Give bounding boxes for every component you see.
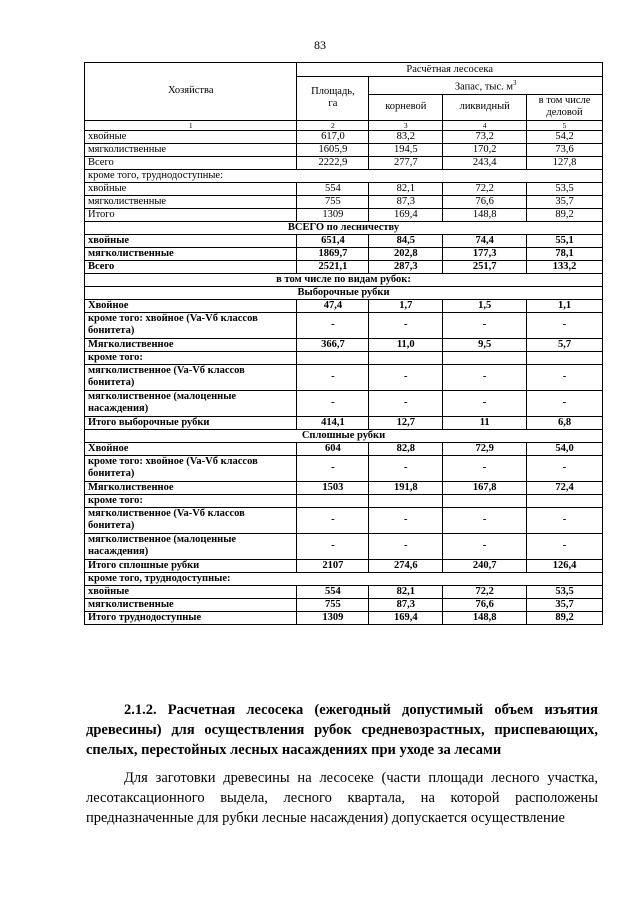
column-number: 3 bbox=[369, 120, 443, 130]
value-cell: - bbox=[527, 312, 603, 338]
value-cell: 2107 bbox=[297, 559, 369, 572]
value-cell: 243,4 bbox=[443, 156, 527, 169]
value-cell: - bbox=[443, 364, 527, 390]
value-cell: 78,1 bbox=[527, 247, 603, 260]
table-row bbox=[85, 208, 603, 221]
value-cell: - bbox=[369, 455, 443, 481]
row-label-cell: Итого bbox=[85, 208, 297, 221]
value-cell bbox=[443, 494, 527, 507]
value-cell: 9,5 bbox=[443, 338, 527, 351]
value-cell: 11,0 bbox=[369, 338, 443, 351]
value-cell bbox=[297, 351, 369, 364]
value-cell: 87,3 bbox=[369, 195, 443, 208]
value-cell: - bbox=[297, 312, 369, 338]
value-cell: 170,2 bbox=[443, 143, 527, 156]
value-cell: 554 bbox=[297, 585, 369, 598]
row-label-cell: хвойные bbox=[85, 234, 297, 247]
value-cell: 240,7 bbox=[443, 559, 527, 572]
value-cell: 76,6 bbox=[443, 195, 527, 208]
value-cell: 202,8 bbox=[369, 247, 443, 260]
value-cell: 169,4 bbox=[369, 611, 443, 624]
value-cell: 72,4 bbox=[527, 481, 603, 494]
table-row bbox=[85, 416, 603, 429]
value-cell bbox=[297, 494, 369, 507]
value-cell: - bbox=[297, 507, 369, 533]
value-cell: 35,7 bbox=[527, 598, 603, 611]
value-cell: - bbox=[527, 507, 603, 533]
section-label: кроме того, труднодоступные: bbox=[85, 572, 603, 585]
value-cell: 87,3 bbox=[369, 598, 443, 611]
value-cell: 251,7 bbox=[443, 260, 527, 273]
value-cell: 12,7 bbox=[369, 416, 443, 429]
value-cell: 82,1 bbox=[369, 182, 443, 195]
table-row bbox=[85, 598, 603, 611]
value-cell: - bbox=[369, 507, 443, 533]
value-cell bbox=[369, 494, 443, 507]
row-label-cell: Итого сплошные рубки bbox=[85, 559, 297, 572]
table-row bbox=[85, 156, 603, 169]
value-cell: - bbox=[369, 364, 443, 390]
value-cell: 73,6 bbox=[527, 143, 603, 156]
value-cell: 11 bbox=[443, 416, 527, 429]
value-cell: 74,4 bbox=[443, 234, 527, 247]
value-cell: - bbox=[369, 312, 443, 338]
value-cell: 35,7 bbox=[527, 195, 603, 208]
row-label-cell: Всего bbox=[85, 156, 297, 169]
value-cell: 1309 bbox=[297, 611, 369, 624]
section-label: в том числе по видам рубок: bbox=[85, 273, 603, 286]
row-label-cell: хвойные bbox=[85, 130, 297, 143]
value-cell: 148,8 bbox=[443, 208, 527, 221]
header-farm: Хозяйства bbox=[85, 63, 297, 121]
value-cell: 148,8 bbox=[443, 611, 527, 624]
value-cell: 72,2 bbox=[443, 585, 527, 598]
value-cell: 73,2 bbox=[443, 130, 527, 143]
value-cell: 47,4 bbox=[297, 299, 369, 312]
table-row bbox=[85, 338, 603, 351]
row-label-cell: хвойные bbox=[85, 585, 297, 598]
table-row bbox=[85, 494, 603, 507]
value-cell: 191,8 bbox=[369, 481, 443, 494]
value-cell: 83,2 bbox=[369, 130, 443, 143]
value-cell: 133,2 bbox=[527, 260, 603, 273]
value-cell: 72,2 bbox=[443, 182, 527, 195]
header-stock bbox=[369, 77, 603, 95]
header-area-label: Площадь, bbox=[311, 86, 355, 98]
table-row bbox=[85, 559, 603, 572]
value-cell: 1503 bbox=[297, 481, 369, 494]
value-cell: 651,4 bbox=[297, 234, 369, 247]
row-label-cell: мягколиственное (малоценные насаждения) bbox=[85, 533, 297, 559]
value-cell: 604 bbox=[297, 442, 369, 455]
row-label-cell: мягколиственные bbox=[85, 195, 297, 208]
value-cell bbox=[443, 351, 527, 364]
section-heading: 2.1.2. Расчетная лесосека (ежегодный допустимый объем изъятия древесины) для осуществления рубок средневозрастных, приспевающих, спелых, перестойных лесных насаждениях при уходе за лесами bbox=[86, 702, 598, 758]
value-cell: 82,8 bbox=[369, 442, 443, 455]
header-business: в том числе деловой bbox=[527, 94, 603, 120]
value-cell: 1605,9 bbox=[297, 143, 369, 156]
table-row bbox=[85, 234, 603, 247]
section-label: кроме того, труднодоступные: bbox=[85, 169, 603, 182]
table-row bbox=[85, 260, 603, 273]
value-cell: - bbox=[443, 455, 527, 481]
table-body bbox=[85, 130, 603, 624]
column-number: 5 bbox=[527, 120, 603, 130]
row-label-cell: Мягколиственное bbox=[85, 481, 297, 494]
row-label-cell: Всего bbox=[85, 260, 297, 273]
table-section-row bbox=[85, 273, 603, 286]
table-row bbox=[85, 611, 603, 624]
value-cell: 82,1 bbox=[369, 585, 443, 598]
header-stock-label: Запас, тыс. м bbox=[454, 81, 514, 93]
row-label-cell: мягколиственное (Va-Vб классов бонитета) bbox=[85, 364, 297, 390]
table-row bbox=[85, 195, 603, 208]
row-label-cell: кроме того: bbox=[85, 494, 297, 507]
table-row bbox=[85, 364, 603, 390]
value-cell: 1869,7 bbox=[297, 247, 369, 260]
header-calculated-cutting: Расчётная лесосека bbox=[297, 63, 603, 77]
row-label-cell: мягколиственные bbox=[85, 143, 297, 156]
value-cell bbox=[527, 351, 603, 364]
table-row bbox=[85, 390, 603, 416]
row-label-cell: Итого выборочные рубки bbox=[85, 416, 297, 429]
value-cell: - bbox=[297, 533, 369, 559]
value-cell: 274,6 bbox=[369, 559, 443, 572]
table-row bbox=[85, 143, 603, 156]
value-cell: 5,7 bbox=[527, 338, 603, 351]
row-label-cell: Мягколиственное bbox=[85, 338, 297, 351]
row-label-cell: мягколиственные bbox=[85, 247, 297, 260]
section-label: ВСЕГО по лесничеству bbox=[85, 221, 603, 234]
value-cell: 2521,1 bbox=[297, 260, 369, 273]
table-section-row bbox=[85, 572, 603, 585]
column-number: 2 bbox=[297, 120, 369, 130]
value-cell: - bbox=[369, 390, 443, 416]
value-cell: - bbox=[369, 533, 443, 559]
value-cell: - bbox=[527, 455, 603, 481]
value-cell: - bbox=[297, 390, 369, 416]
value-cell: - bbox=[297, 364, 369, 390]
value-cell: 76,6 bbox=[443, 598, 527, 611]
row-label-cell: Хвойное bbox=[85, 299, 297, 312]
table-row bbox=[85, 182, 603, 195]
value-cell: 617,0 bbox=[297, 130, 369, 143]
header-area bbox=[297, 77, 369, 121]
value-cell: 2222,9 bbox=[297, 156, 369, 169]
row-label-cell: мягколиственное (Va-Vб классов бонитета) bbox=[85, 507, 297, 533]
table-row bbox=[85, 442, 603, 455]
row-label-cell: кроме того: хвойное (Va-Vб классов бонитета) bbox=[85, 455, 297, 481]
header-stock-sup: 3 bbox=[513, 79, 517, 87]
value-cell: - bbox=[527, 533, 603, 559]
value-cell: 6,8 bbox=[527, 416, 603, 429]
row-label-cell: кроме того: хвойное (Va-Vб классов бонитета) bbox=[85, 312, 297, 338]
table-section-row bbox=[85, 221, 603, 234]
body-paragraph: Для заготовки древесины на лесосеке (части площади лесного участка, лесотаксационного выдела, лесного квартала, на которой расположены предназначенные для рубки лесные насаждения) допускается осуществление bbox=[86, 770, 598, 826]
header-liquid: ликвидный bbox=[443, 94, 527, 120]
value-cell: 126,4 bbox=[527, 559, 603, 572]
table-row bbox=[85, 351, 603, 364]
value-cell: - bbox=[527, 390, 603, 416]
value-cell: 554 bbox=[297, 182, 369, 195]
table-row bbox=[85, 247, 603, 260]
value-cell: 53,5 bbox=[527, 182, 603, 195]
value-cell: 287,3 bbox=[369, 260, 443, 273]
column-number: 1 bbox=[85, 120, 297, 130]
value-cell: 194,5 bbox=[369, 143, 443, 156]
value-cell: - bbox=[297, 455, 369, 481]
value-cell: 1,5 bbox=[443, 299, 527, 312]
value-cell: 1,1 bbox=[527, 299, 603, 312]
table-row bbox=[85, 130, 603, 143]
section-label: Выборочные рубки bbox=[85, 286, 603, 299]
value-cell bbox=[527, 494, 603, 507]
value-cell: 54,0 bbox=[527, 442, 603, 455]
value-cell: 1309 bbox=[297, 208, 369, 221]
value-cell: 89,2 bbox=[527, 208, 603, 221]
table-section-row bbox=[85, 169, 603, 182]
value-cell: - bbox=[443, 533, 527, 559]
value-cell: - bbox=[443, 312, 527, 338]
table-row bbox=[85, 533, 603, 559]
value-cell: 414,1 bbox=[297, 416, 369, 429]
header-area-unit: га bbox=[328, 98, 338, 110]
table-row bbox=[85, 299, 603, 312]
row-label-cell: мягколиственные bbox=[85, 598, 297, 611]
value-cell: 755 bbox=[297, 598, 369, 611]
table-row bbox=[85, 507, 603, 533]
table-row bbox=[85, 455, 603, 481]
row-label-cell: Хвойное bbox=[85, 442, 297, 455]
table-section-row bbox=[85, 286, 603, 299]
value-cell: - bbox=[443, 390, 527, 416]
value-cell: 72,9 bbox=[443, 442, 527, 455]
header-root: корневой bbox=[369, 94, 443, 120]
value-cell: 127,8 bbox=[527, 156, 603, 169]
row-label-cell: мягколиственное (малоценные насаждения) bbox=[85, 390, 297, 416]
value-cell: 177,3 bbox=[443, 247, 527, 260]
value-cell: - bbox=[527, 364, 603, 390]
column-number: 4 bbox=[443, 120, 527, 130]
value-cell: 755 bbox=[297, 195, 369, 208]
row-label-cell: Итого труднодоступные bbox=[85, 611, 297, 624]
section-label: Сплошные рубки bbox=[85, 429, 603, 442]
table-section-row bbox=[85, 429, 603, 442]
value-cell: 55,1 bbox=[527, 234, 603, 247]
value-cell: 54,2 bbox=[527, 130, 603, 143]
value-cell: 84,5 bbox=[369, 234, 443, 247]
value-cell: - bbox=[443, 507, 527, 533]
row-label-cell: кроме того: bbox=[85, 351, 297, 364]
value-cell: 1,7 bbox=[369, 299, 443, 312]
table-row bbox=[85, 312, 603, 338]
value-cell: 366,7 bbox=[297, 338, 369, 351]
calculated-cutting-table bbox=[84, 62, 603, 625]
row-label-cell: хвойные bbox=[85, 182, 297, 195]
value-cell: 89,2 bbox=[527, 611, 603, 624]
value-cell: 53,5 bbox=[527, 585, 603, 598]
value-cell: 167,8 bbox=[443, 481, 527, 494]
value-cell bbox=[369, 351, 443, 364]
table-row bbox=[85, 585, 603, 598]
page-number: 83 bbox=[314, 38, 326, 52]
value-cell: 169,4 bbox=[369, 208, 443, 221]
value-cell: 277,7 bbox=[369, 156, 443, 169]
table-row bbox=[85, 481, 603, 494]
